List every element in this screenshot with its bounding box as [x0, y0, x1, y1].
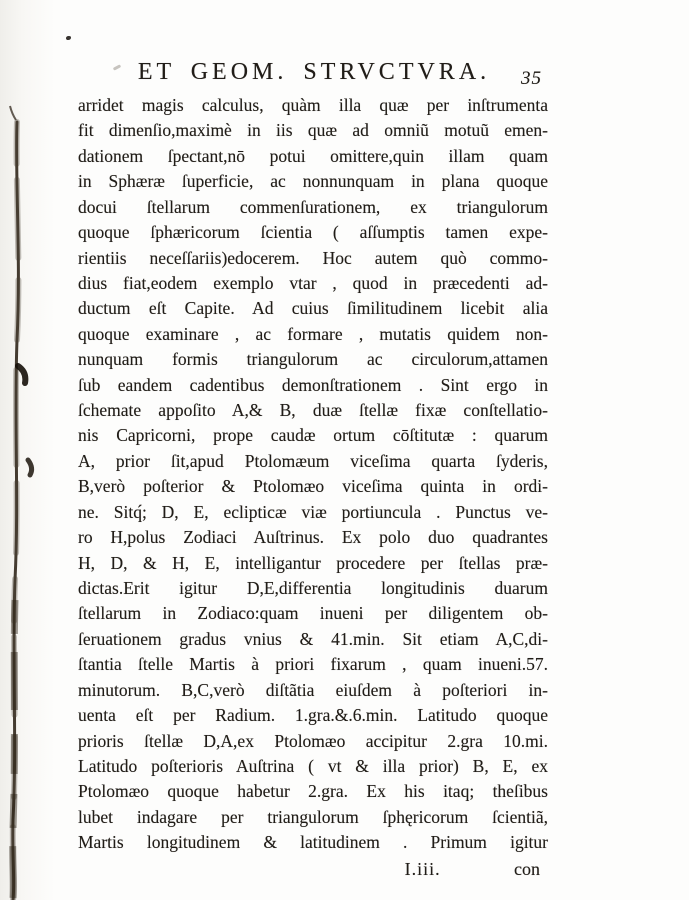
signature-row	[78, 856, 548, 883]
body-text	[78, 93, 548, 856]
text-line: in Sphæræ ſuperficie, ac nonnunquam in plana quoque	[78, 171, 548, 192]
text-line: dius fiat,eodem exemplo vtar , quod in præcedenti ad-	[78, 272, 548, 293]
signature-mark: I.iii.	[404, 858, 441, 879]
text-line: ne. Sitq́; D, E, eclipticæ viæ portiuncula . Punctus ve-	[78, 501, 548, 522]
text-line: prioris ſtellæ D,A,ex Ptolomæo accipitur 2.gra 10.mi.	[78, 730, 548, 751]
text-line: H, D, & H, E, intelligantur procedere per ſtellas præ-	[78, 552, 548, 573]
running-header	[78, 57, 548, 93]
text-line: ſtantia ſtelle Martis à priori fixarum , quam inueni.57.	[78, 654, 548, 675]
ink-speck-dot	[66, 36, 71, 40]
text-line: Latitudo poſterioris Auſtrina ( vt & illa prior) B, E, ex	[78, 755, 548, 776]
text-line: minutorum. B,C,verò diſtãtia eiuſdem à poſteriori in-	[78, 679, 548, 700]
text-line: B,verò poſterior & Ptolomæo viceſima quinta in ordi-	[78, 476, 548, 497]
running-title: ET GEOM. STRVCTVRA.	[137, 59, 491, 85]
text-line: dictas.Erit igitur D,E,differentia longitudinis duarum	[78, 578, 548, 599]
text-line: ſtellarum in Zodiaco:quam inueni per diligentem ob-	[78, 603, 548, 624]
text-line: rientiis neceſſariis)edocerem. Hoc autem quò commo-	[78, 247, 548, 268]
text-line: Martis longitudinem & latitudinem . Primum igitur	[78, 832, 548, 853]
text-line: ſeruationem gradus vnius & 41.min. Sit etiam A,C,di-	[78, 628, 548, 649]
text-line: ro H,polus Zodiaci Auſtrinus. Ex polo duo quadrantes	[78, 527, 548, 548]
text-line: Ptolomæo quoque habetur 2.gra. Ex his itaq; theſibus	[78, 781, 548, 802]
text-line: arridet magis calculus, quàm illa quæ per inſtrumenta	[78, 95, 548, 115]
binding-edge-art	[0, 0, 60, 900]
page-number: 35	[521, 68, 542, 89]
catchword: con	[514, 858, 540, 879]
text-line: ſub eandem cadentibus demonſtrationem . Sint ergo in	[78, 374, 548, 395]
binding-top-hook	[10, 106, 16, 120]
text-line: A, prior ſit,apud Ptolomæum viceſima quarta ſyderis,	[78, 450, 548, 471]
text-line: ductum eſt Capite. Ad cuius ſimilitudinem licebit alia	[78, 298, 548, 319]
text-line: quoque examinare , ac formare , mutatis quidem non-	[78, 323, 548, 344]
binding-comma-mark	[28, 460, 32, 475]
text-line: docui ſtellarum commenſurationem, ex triangulorum	[78, 196, 548, 217]
text-line: ſchemate appoſito A,& B, duæ ſtellæ fixæ conſtellatio-	[78, 400, 548, 421]
text-block	[78, 57, 548, 883]
text-line: dationem ſpectant,nō potui omittere,quin illam quam	[78, 145, 548, 166]
text-line: fit dimenſio,maximè in iis quæ ad omniũ motuũ emen-	[78, 120, 548, 141]
text-line: uenta eſt per Radium. 1.gra.&.6.min. Latitudo quoque	[78, 705, 548, 726]
text-line: lubet indagare per triangulorum ſphęricorum ſcientiã,	[78, 806, 548, 827]
text-line: nis Capricorni, prope caudæ ortum cōſtitutæ : quarum	[78, 425, 548, 446]
binding-shadow-line	[13, 122, 19, 900]
text-line: quoque ſphæricorum ſcientia ( aſſumptis tamen expe-	[78, 222, 548, 243]
text-line: nunquam formis triangulorum ac circulorum,attamen	[78, 349, 548, 370]
